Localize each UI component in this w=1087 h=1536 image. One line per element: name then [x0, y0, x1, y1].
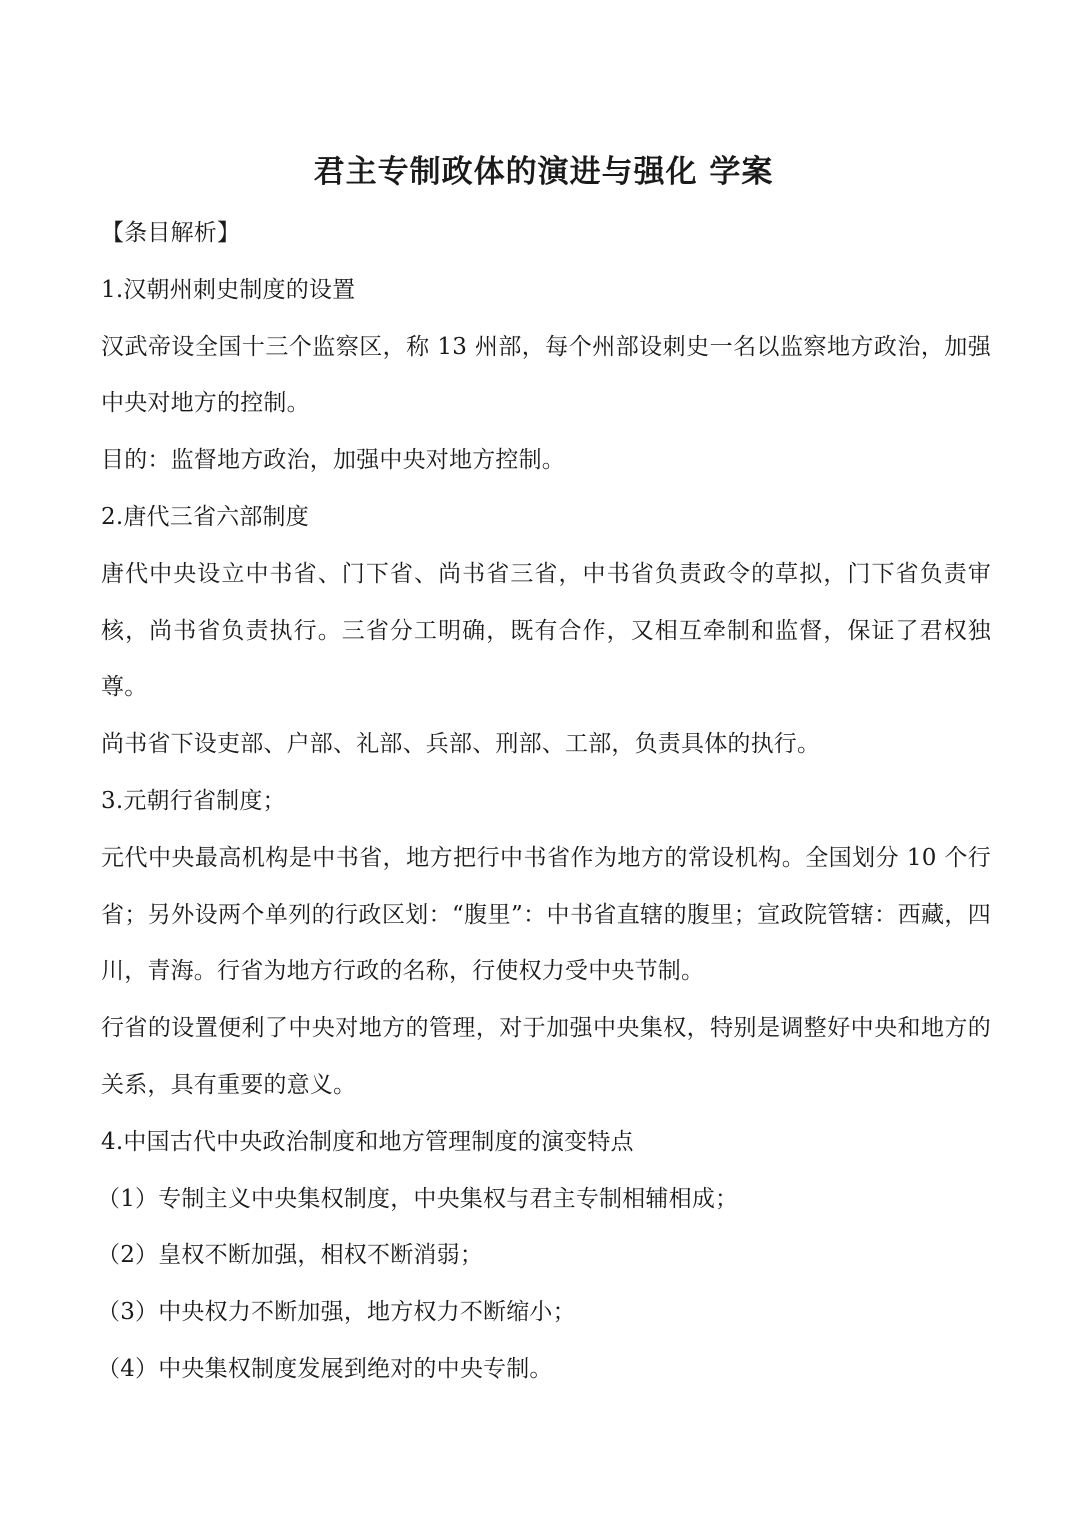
heading-1: 1.汉朝州刺史制度的设置: [101, 276, 356, 303]
paragraph-1: 汉武帝设全国十三个监察区，称 13 州部，每个州部设刺史一名以监察地方政治，加强中央对地方的控制。: [101, 333, 991, 417]
list-item-4: （4）中央集权制度发展到绝对的中央专制。: [97, 1355, 553, 1382]
list-item-3: （3）中央权力不断加强，地方权力不断缩小；: [97, 1299, 576, 1326]
section-label: 【条目解析】: [101, 220, 241, 246]
heading-4: 4.中国古代中央政治制度和地方管理制度的演变特点: [101, 1128, 634, 1155]
paragraph-5: 元代中央最高机构是中书省，地方把行中书省作为地方的常设机构。全国划分 10 个行省；另外设两个单列的行政区划：“腹里”：中书省直辖的腹里；宣政院管辖：西藏，四川，青海。行省为地方行政的名称，行使权力受中央节制。: [101, 844, 991, 985]
paragraph-3: 唐代中央设立中书省、门下省、尚书省三省，中书省负责政令的草拟，门下省负责审核，尚书省负责执行。三省分工明确，既有合作，又相互牵制和监督，保证了君权独尊。: [101, 560, 991, 701]
list-item-2: （2）皇权不断加强，相权不断消弱；: [97, 1242, 484, 1269]
paragraph-6: 行省的设置便利了中央对地方的管理，对于加强中央集权，特别是调整好中央和地方的关系，具有重要的意义。: [101, 1015, 991, 1098]
paragraph-4: 尚书省下设吏部、户部、礼部、兵部、刑部、工部，负责具体的执行。: [101, 731, 821, 758]
heading-3: 3.元朝行省制度；: [101, 787, 286, 814]
list-item-1: （1）专制主义中央集权制度，中央集权与君主专制相辅相成；: [97, 1185, 739, 1212]
paragraph-2: 目的：监督地方政治，加强中央对地方控制。: [101, 447, 565, 474]
document-body: [97, 205, 991, 1398]
heading-2: 2.唐代三省六部制度: [101, 503, 309, 530]
document-title: 君主专制政体的演进与强化 学案: [313, 154, 774, 190]
